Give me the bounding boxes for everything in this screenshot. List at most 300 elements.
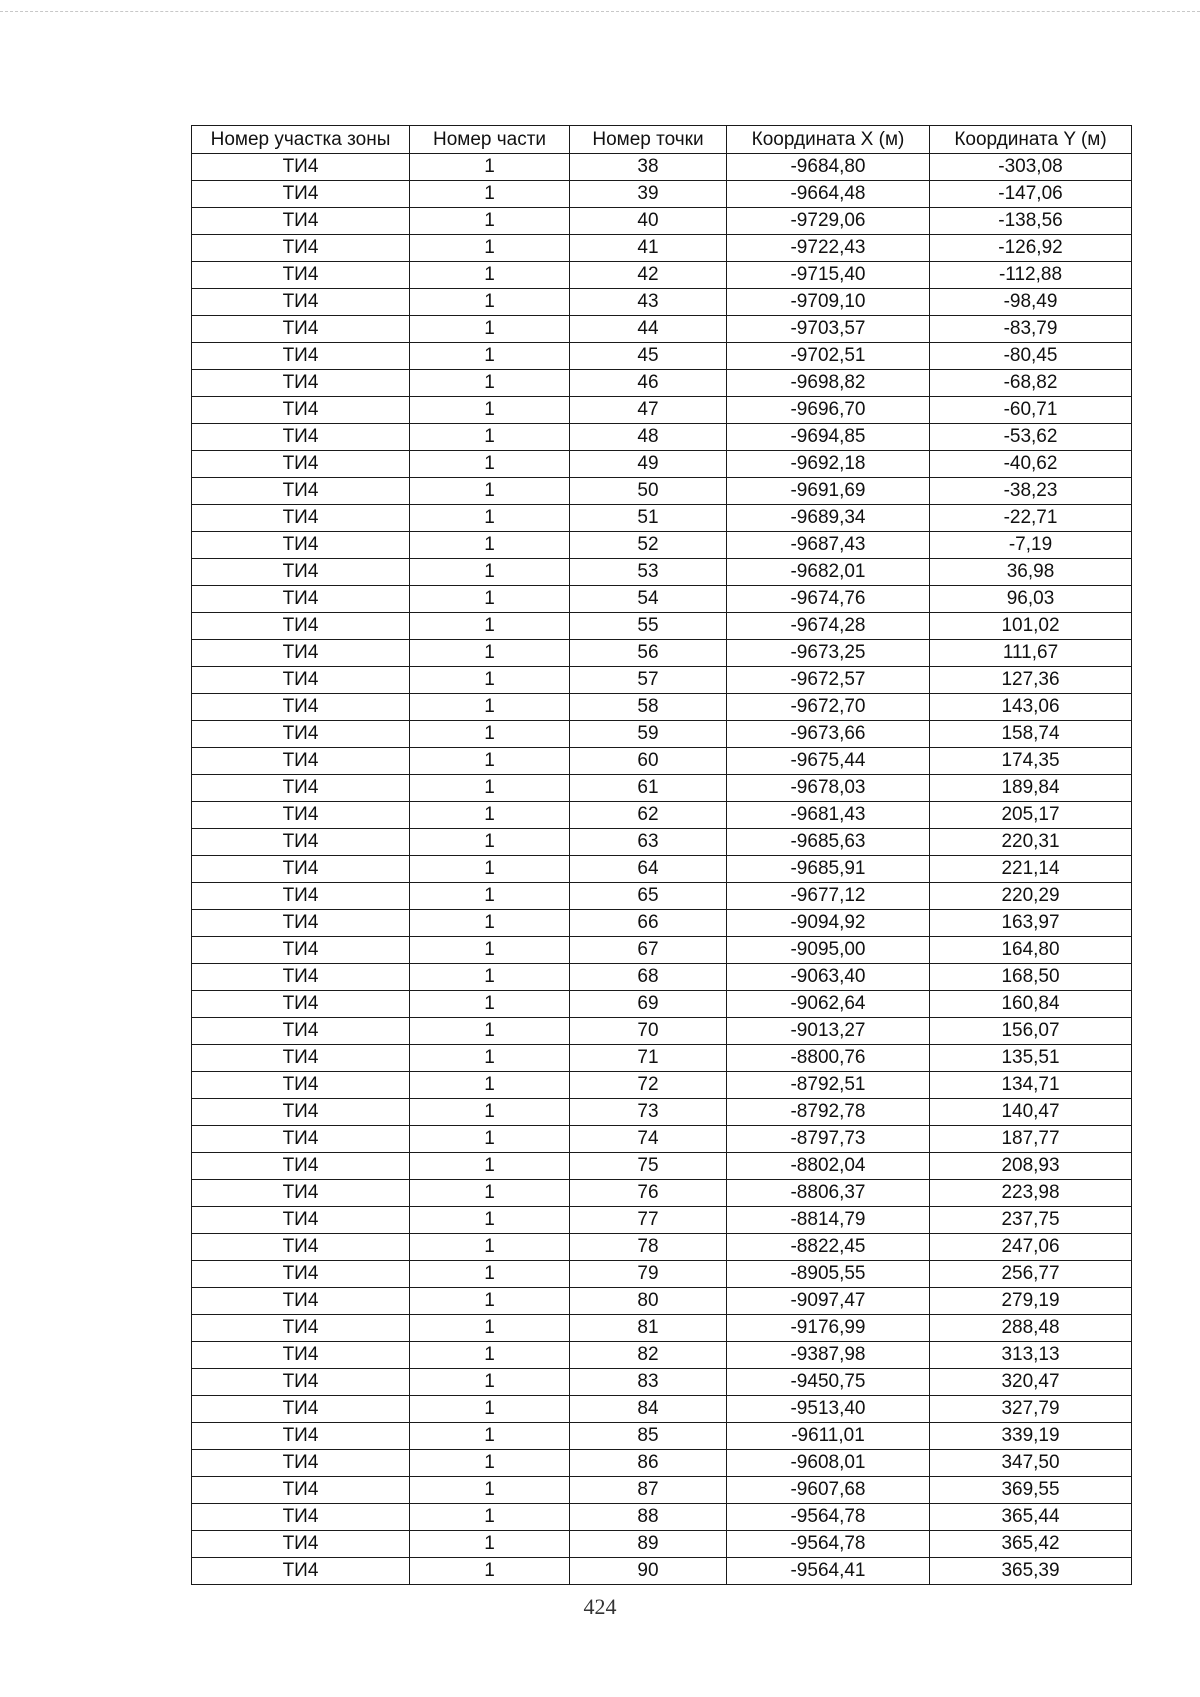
cell-point-number: 56 (570, 640, 727, 667)
table-row (192, 748, 1132, 775)
cell-part-number: 1 (410, 181, 570, 208)
cell-part-number: 1 (410, 694, 570, 721)
cell-zone-section: ТИ4 (192, 1153, 410, 1180)
cell-coordinate-x: -9608,01 (727, 1450, 930, 1477)
cell-point-number: 79 (570, 1261, 727, 1288)
cell-part-number: 1 (410, 559, 570, 586)
cell-zone-section: ТИ4 (192, 1099, 410, 1126)
table-row (192, 208, 1132, 235)
table-row (192, 262, 1132, 289)
table-row (192, 289, 1132, 316)
cell-zone-section: ТИ4 (192, 1531, 410, 1558)
cell-coordinate-y: 163,97 (930, 910, 1132, 937)
cell-point-number: 57 (570, 667, 727, 694)
cell-point-number: 67 (570, 937, 727, 964)
table-row (192, 1558, 1132, 1585)
cell-coordinate-x: -9703,57 (727, 316, 930, 343)
cell-zone-section: ТИ4 (192, 478, 410, 505)
cell-coordinate-x: -9450,75 (727, 1369, 930, 1396)
table-row (192, 181, 1132, 208)
table-row (192, 1072, 1132, 1099)
cell-coordinate-y: -38,23 (930, 478, 1132, 505)
cell-part-number: 1 (410, 667, 570, 694)
cell-zone-section: ТИ4 (192, 424, 410, 451)
cell-coordinate-x: -9607,68 (727, 1477, 930, 1504)
table-row (192, 343, 1132, 370)
cell-zone-section: ТИ4 (192, 910, 410, 937)
cell-zone-section: ТИ4 (192, 235, 410, 262)
cell-zone-section: ТИ4 (192, 451, 410, 478)
cell-zone-section: ТИ4 (192, 505, 410, 532)
cell-coordinate-y: 111,67 (930, 640, 1132, 667)
cell-coordinate-x: -9673,66 (727, 721, 930, 748)
cell-coordinate-x: -9564,78 (727, 1531, 930, 1558)
cell-point-number: 50 (570, 478, 727, 505)
cell-coordinate-y: 208,93 (930, 1153, 1132, 1180)
cell-zone-section: ТИ4 (192, 1261, 410, 1288)
cell-coordinate-x: -9611,01 (727, 1423, 930, 1450)
cell-coordinate-x: -8814,79 (727, 1207, 930, 1234)
table-row (192, 883, 1132, 910)
cell-point-number: 51 (570, 505, 727, 532)
cell-coordinate-y: 140,47 (930, 1099, 1132, 1126)
cell-zone-section: ТИ4 (192, 1477, 410, 1504)
table-row (192, 235, 1132, 262)
table-row (192, 775, 1132, 802)
table-row (192, 1450, 1132, 1477)
cell-coordinate-y: 327,79 (930, 1396, 1132, 1423)
cell-zone-section: ТИ4 (192, 397, 410, 424)
cell-zone-section: ТИ4 (192, 1315, 410, 1342)
cell-point-number: 68 (570, 964, 727, 991)
cell-coordinate-x: -8792,51 (727, 1072, 930, 1099)
cell-part-number: 1 (410, 1342, 570, 1369)
cell-coordinate-y: 36,98 (930, 559, 1132, 586)
cell-zone-section: ТИ4 (192, 532, 410, 559)
cell-point-number: 47 (570, 397, 727, 424)
cell-point-number: 61 (570, 775, 727, 802)
cell-zone-section: ТИ4 (192, 1369, 410, 1396)
table-row (192, 937, 1132, 964)
cell-coordinate-x: -8800,76 (727, 1045, 930, 1072)
cell-coordinate-x: -9672,70 (727, 694, 930, 721)
cell-zone-section: ТИ4 (192, 964, 410, 991)
cell-point-number: 90 (570, 1558, 727, 1585)
cell-part-number: 1 (410, 1153, 570, 1180)
cell-zone-section: ТИ4 (192, 262, 410, 289)
cell-part-number: 1 (410, 397, 570, 424)
header-part-number: Номер части (410, 126, 570, 154)
coordinates-table (191, 125, 1132, 1585)
cell-part-number: 1 (410, 289, 570, 316)
cell-point-number: 65 (570, 883, 727, 910)
cell-coordinate-y: -53,62 (930, 424, 1132, 451)
cell-point-number: 43 (570, 289, 727, 316)
cell-part-number: 1 (410, 1207, 570, 1234)
cell-coordinate-y: -60,71 (930, 397, 1132, 424)
cell-point-number: 86 (570, 1450, 727, 1477)
cell-zone-section: ТИ4 (192, 694, 410, 721)
cell-point-number: 75 (570, 1153, 727, 1180)
cell-coordinate-x: -9062,64 (727, 991, 930, 1018)
cell-part-number: 1 (410, 640, 570, 667)
cell-coordinate-x: -9694,85 (727, 424, 930, 451)
table-row (192, 694, 1132, 721)
cell-coordinate-x: -9685,63 (727, 829, 930, 856)
cell-coordinate-y: 168,50 (930, 964, 1132, 991)
cell-coordinate-y: -147,06 (930, 181, 1132, 208)
cell-zone-section: ТИ4 (192, 991, 410, 1018)
cell-coordinate-x: -9387,98 (727, 1342, 930, 1369)
cell-coordinate-x: -9702,51 (727, 343, 930, 370)
cell-zone-section: ТИ4 (192, 1234, 410, 1261)
cell-coordinate-x: -9097,47 (727, 1288, 930, 1315)
cell-coordinate-y: -126,92 (930, 235, 1132, 262)
cell-coordinate-x: -9063,40 (727, 964, 930, 991)
cell-point-number: 54 (570, 586, 727, 613)
cell-part-number: 1 (410, 1045, 570, 1072)
cell-coordinate-x: -9709,10 (727, 289, 930, 316)
cell-point-number: 55 (570, 613, 727, 640)
table-row (192, 667, 1132, 694)
table-row (192, 721, 1132, 748)
cell-part-number: 1 (410, 532, 570, 559)
cell-zone-section: ТИ4 (192, 775, 410, 802)
cell-coordinate-x: -8822,45 (727, 1234, 930, 1261)
table-body (192, 154, 1132, 1585)
cell-part-number: 1 (410, 1180, 570, 1207)
table-row (192, 1423, 1132, 1450)
table-row (192, 532, 1132, 559)
cell-point-number: 72 (570, 1072, 727, 1099)
cell-coordinate-y: 156,07 (930, 1018, 1132, 1045)
cell-coordinate-y: -80,45 (930, 343, 1132, 370)
cell-coordinate-y: 127,36 (930, 667, 1132, 694)
table-row (192, 478, 1132, 505)
cell-zone-section: ТИ4 (192, 613, 410, 640)
cell-zone-section: ТИ4 (192, 154, 410, 181)
cell-part-number: 1 (410, 937, 570, 964)
cell-point-number: 73 (570, 1099, 727, 1126)
cell-point-number: 83 (570, 1369, 727, 1396)
cell-part-number: 1 (410, 964, 570, 991)
cell-zone-section: ТИ4 (192, 640, 410, 667)
cell-zone-section: ТИ4 (192, 586, 410, 613)
cell-zone-section: ТИ4 (192, 1288, 410, 1315)
cell-coordinate-x: -9689,34 (727, 505, 930, 532)
cell-coordinate-x: -9673,25 (727, 640, 930, 667)
cell-zone-section: ТИ4 (192, 829, 410, 856)
cell-part-number: 1 (410, 478, 570, 505)
cell-zone-section: ТИ4 (192, 667, 410, 694)
cell-part-number: 1 (410, 1072, 570, 1099)
cell-zone-section: ТИ4 (192, 289, 410, 316)
cell-zone-section: ТИ4 (192, 316, 410, 343)
cell-point-number: 77 (570, 1207, 727, 1234)
cell-coordinate-x: -9691,69 (727, 478, 930, 505)
table-row (192, 910, 1132, 937)
cell-point-number: 48 (570, 424, 727, 451)
cell-point-number: 38 (570, 154, 727, 181)
cell-zone-section: ТИ4 (192, 1126, 410, 1153)
cell-coordinate-x: -9674,28 (727, 613, 930, 640)
cell-zone-section: ТИ4 (192, 559, 410, 586)
cell-coordinate-y: -68,82 (930, 370, 1132, 397)
cell-coordinate-y: -40,62 (930, 451, 1132, 478)
cell-coordinate-x: -9729,06 (727, 208, 930, 235)
cell-coordinate-y: 143,06 (930, 694, 1132, 721)
cell-coordinate-y: 339,19 (930, 1423, 1132, 1450)
table-row (192, 1207, 1132, 1234)
cell-point-number: 89 (570, 1531, 727, 1558)
cell-coordinate-x: -9674,76 (727, 586, 930, 613)
cell-coordinate-x: -9176,99 (727, 1315, 930, 1342)
table-row (192, 1099, 1132, 1126)
cell-part-number: 1 (410, 613, 570, 640)
cell-coordinate-x: -9715,40 (727, 262, 930, 289)
cell-coordinate-x: -9013,27 (727, 1018, 930, 1045)
cell-point-number: 78 (570, 1234, 727, 1261)
table-row (192, 1180, 1132, 1207)
cell-coordinate-x: -8792,78 (727, 1099, 930, 1126)
header-row (192, 126, 1132, 154)
cell-part-number: 1 (410, 505, 570, 532)
cell-part-number: 1 (410, 856, 570, 883)
cell-point-number: 82 (570, 1342, 727, 1369)
cell-coordinate-y: 187,77 (930, 1126, 1132, 1153)
cell-part-number: 1 (410, 991, 570, 1018)
cell-coordinate-y: -112,88 (930, 262, 1132, 289)
cell-point-number: 52 (570, 532, 727, 559)
cell-part-number: 1 (410, 775, 570, 802)
page-top-edge (0, 11, 1200, 12)
cell-coordinate-x: -9692,18 (727, 451, 930, 478)
table-row (192, 1315, 1132, 1342)
cell-point-number: 42 (570, 262, 727, 289)
table-row (192, 802, 1132, 829)
cell-coordinate-x: -9682,01 (727, 559, 930, 586)
cell-point-number: 59 (570, 721, 727, 748)
cell-point-number: 58 (570, 694, 727, 721)
table-row (192, 1234, 1132, 1261)
header-coordinate-x: Координата X (м) (727, 126, 930, 154)
cell-coordinate-y: 320,47 (930, 1369, 1132, 1396)
cell-point-number: 66 (570, 910, 727, 937)
table-row (192, 1153, 1132, 1180)
table-row (192, 1396, 1132, 1423)
table-row (192, 1531, 1132, 1558)
table-row (192, 1369, 1132, 1396)
cell-coordinate-y: -7,19 (930, 532, 1132, 559)
cell-part-number: 1 (410, 208, 570, 235)
cell-coordinate-y: 205,17 (930, 802, 1132, 829)
table-row (192, 559, 1132, 586)
table-row (192, 640, 1132, 667)
table-row (192, 154, 1132, 181)
cell-coordinate-y: -138,56 (930, 208, 1132, 235)
cell-part-number: 1 (410, 343, 570, 370)
cell-coordinate-x: -8797,73 (727, 1126, 930, 1153)
cell-coordinate-x: -9722,43 (727, 235, 930, 262)
cell-zone-section: ТИ4 (192, 802, 410, 829)
cell-coordinate-y: 189,84 (930, 775, 1132, 802)
table-row (192, 1504, 1132, 1531)
cell-coordinate-y: 256,77 (930, 1261, 1132, 1288)
cell-coordinate-y: 365,44 (930, 1504, 1132, 1531)
cell-coordinate-y: 101,02 (930, 613, 1132, 640)
cell-point-number: 63 (570, 829, 727, 856)
table-row (192, 397, 1132, 424)
cell-coordinate-y: 134,71 (930, 1072, 1132, 1099)
cell-zone-section: ТИ4 (192, 748, 410, 775)
cell-zone-section: ТИ4 (192, 370, 410, 397)
cell-part-number: 1 (410, 1423, 570, 1450)
table-row (192, 1045, 1132, 1072)
cell-point-number: 76 (570, 1180, 727, 1207)
cell-point-number: 41 (570, 235, 727, 262)
cell-part-number: 1 (410, 1315, 570, 1342)
cell-zone-section: ТИ4 (192, 721, 410, 748)
cell-coordinate-y: 96,03 (930, 586, 1132, 613)
cell-coordinate-x: -9564,41 (727, 1558, 930, 1585)
cell-coordinate-x: -9677,12 (727, 883, 930, 910)
cell-point-number: 49 (570, 451, 727, 478)
table-row (192, 424, 1132, 451)
cell-part-number: 1 (410, 721, 570, 748)
cell-zone-section: ТИ4 (192, 1072, 410, 1099)
cell-coordinate-x: -8905,55 (727, 1261, 930, 1288)
cell-coordinate-x: -9672,57 (727, 667, 930, 694)
cell-coordinate-y: 164,80 (930, 937, 1132, 964)
table-row (192, 991, 1132, 1018)
cell-coordinate-x: -9681,43 (727, 802, 930, 829)
cell-part-number: 1 (410, 1288, 570, 1315)
cell-point-number: 44 (570, 316, 727, 343)
cell-point-number: 71 (570, 1045, 727, 1072)
cell-part-number: 1 (410, 586, 570, 613)
cell-part-number: 1 (410, 451, 570, 478)
cell-part-number: 1 (410, 1477, 570, 1504)
cell-point-number: 46 (570, 370, 727, 397)
cell-coordinate-y: 279,19 (930, 1288, 1132, 1315)
cell-coordinate-x: -9675,44 (727, 748, 930, 775)
cell-coordinate-y: 174,35 (930, 748, 1132, 775)
cell-zone-section: ТИ4 (192, 937, 410, 964)
cell-point-number: 69 (570, 991, 727, 1018)
cell-part-number: 1 (410, 829, 570, 856)
cell-zone-section: ТИ4 (192, 883, 410, 910)
cell-coordinate-x: -9678,03 (727, 775, 930, 802)
cell-part-number: 1 (410, 910, 570, 937)
cell-coordinate-x: -9513,40 (727, 1396, 930, 1423)
cell-point-number: 53 (570, 559, 727, 586)
cell-part-number: 1 (410, 1234, 570, 1261)
cell-coordinate-x: -9684,80 (727, 154, 930, 181)
cell-part-number: 1 (410, 1504, 570, 1531)
cell-point-number: 39 (570, 181, 727, 208)
cell-part-number: 1 (410, 316, 570, 343)
cell-part-number: 1 (410, 1018, 570, 1045)
cell-zone-section: ТИ4 (192, 1342, 410, 1369)
table-row (192, 451, 1132, 478)
cell-part-number: 1 (410, 235, 570, 262)
cell-coordinate-y: 288,48 (930, 1315, 1132, 1342)
cell-point-number: 62 (570, 802, 727, 829)
cell-point-number: 84 (570, 1396, 727, 1423)
cell-part-number: 1 (410, 802, 570, 829)
table-row (192, 1018, 1132, 1045)
cell-point-number: 60 (570, 748, 727, 775)
cell-zone-section: ТИ4 (192, 1396, 410, 1423)
cell-zone-section: ТИ4 (192, 1504, 410, 1531)
header-zone-section-number: Номер участка зоны (192, 126, 410, 154)
cell-point-number: 88 (570, 1504, 727, 1531)
cell-coordinate-y: -98,49 (930, 289, 1132, 316)
cell-point-number: 74 (570, 1126, 727, 1153)
cell-part-number: 1 (410, 1558, 570, 1585)
cell-zone-section: ТИ4 (192, 343, 410, 370)
cell-coordinate-x: -9696,70 (727, 397, 930, 424)
cell-coordinate-y: -303,08 (930, 154, 1132, 181)
cell-coordinate-y: 223,98 (930, 1180, 1132, 1207)
cell-coordinate-y: 221,14 (930, 856, 1132, 883)
cell-coordinate-y: -83,79 (930, 316, 1132, 343)
cell-point-number: 64 (570, 856, 727, 883)
table-header (192, 126, 1132, 154)
cell-zone-section: ТИ4 (192, 1207, 410, 1234)
cell-part-number: 1 (410, 748, 570, 775)
cell-part-number: 1 (410, 262, 570, 289)
cell-coordinate-y: 158,74 (930, 721, 1132, 748)
cell-point-number: 81 (570, 1315, 727, 1342)
cell-coordinate-x: -9095,00 (727, 937, 930, 964)
cell-coordinate-y: 365,42 (930, 1531, 1132, 1558)
table-row (192, 505, 1132, 532)
table-row (192, 1261, 1132, 1288)
cell-coordinate-y: 220,31 (930, 829, 1132, 856)
cell-coordinate-x: -9687,43 (727, 532, 930, 559)
cell-part-number: 1 (410, 1396, 570, 1423)
cell-zone-section: ТИ4 (192, 1018, 410, 1045)
cell-coordinate-x: -9698,82 (727, 370, 930, 397)
header-point-number: Номер точки (570, 126, 727, 154)
cell-coordinate-y: 369,55 (930, 1477, 1132, 1504)
table-row (192, 370, 1132, 397)
cell-point-number: 87 (570, 1477, 727, 1504)
header-coordinate-y: Координата Y (м) (930, 126, 1132, 154)
cell-coordinate-y: 313,13 (930, 1342, 1132, 1369)
table-row (192, 1126, 1132, 1153)
page-number: 424 (583, 1594, 617, 1619)
cell-coordinate-x: -8806,37 (727, 1180, 930, 1207)
cell-point-number: 80 (570, 1288, 727, 1315)
table-row (192, 964, 1132, 991)
table-row (192, 856, 1132, 883)
cell-part-number: 1 (410, 1450, 570, 1477)
cell-part-number: 1 (410, 1531, 570, 1558)
cell-part-number: 1 (410, 154, 570, 181)
cell-zone-section: ТИ4 (192, 208, 410, 235)
cell-coordinate-x: -9094,92 (727, 910, 930, 937)
cell-point-number: 40 (570, 208, 727, 235)
cell-coordinate-y: 160,84 (930, 991, 1132, 1018)
cell-point-number: 85 (570, 1423, 727, 1450)
table-row (192, 829, 1132, 856)
cell-zone-section: ТИ4 (192, 1450, 410, 1477)
cell-coordinate-y: 220,29 (930, 883, 1132, 910)
cell-part-number: 1 (410, 1099, 570, 1126)
cell-part-number: 1 (410, 1126, 570, 1153)
